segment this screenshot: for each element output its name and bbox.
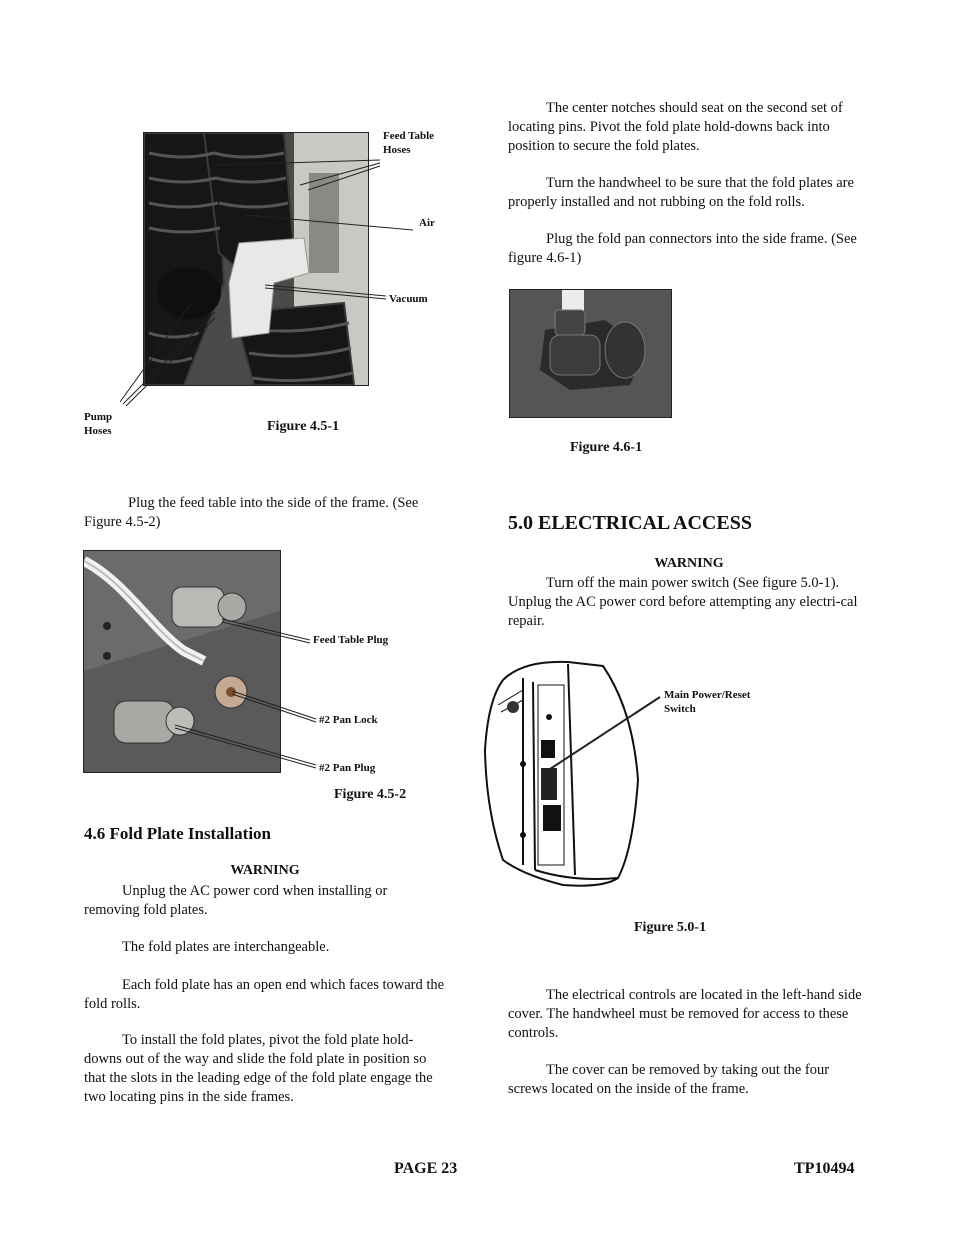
figure-4-6-1-photo (509, 289, 672, 418)
right-paragraph-3: Plug the fold pan connectors into the side frame. (See figure 4.6-1) (508, 231, 857, 266)
page-number: PAGE 23 (394, 1160, 458, 1177)
section-5-0-paragraph-2: The cover can be removed by taking out the four screws located on the inside of the frame. (508, 1062, 830, 1097)
section-5-0-heading: 5.0 ELECTRICAL ACCESS (508, 512, 752, 534)
section-4-6-warning-text: Unplug the AC power cord when installing or removing fold plates. (84, 883, 388, 918)
label-vacuum: Vacuum (389, 293, 428, 305)
figure-5-0-1-caption: Figure 5.0-1 (634, 920, 707, 935)
right-paragraph-1: The center notches should seat on the second set of locating pins. Pivot the fold plate hold-downs back into position to secure the fold plates. (508, 100, 843, 154)
section-4-6-heading: 4.6 Fold Plate Installation (84, 824, 272, 843)
label-pan-lock: #2 Pan Lock (319, 714, 378, 726)
section-4-6-paragraph-3: To install the fold plates, pivot the fold plate hold-downs out of the way and slide the fold plate in position so that the slots in the leading edge of the fold plate engage the two locating pins in the side frames. (84, 1032, 433, 1105)
figure-4-6-1-caption: Figure 4.6-1 (570, 440, 643, 455)
section-5-0-paragraph-1: The electrical controls are located in the left-hand side cover. The handwheel must be removed for access to these controls. (508, 987, 862, 1041)
figure-4-5-1-photo (143, 132, 369, 386)
section-5-0-warning-text: Turn off the main power switch (See figure 5.0-1). Unplug the AC power cord before attempting any electri-cal repair. (508, 575, 858, 629)
section-4-6-warning-title: WARNING (230, 863, 300, 878)
paragraph-plug-feed-table: Plug the feed table into the side of the frame. (See Figure 4.5-2) (84, 495, 419, 530)
figure-4-5-2-photo (83, 550, 281, 773)
figure-5-0-1-drawing (483, 660, 643, 905)
label-feed-table-hoses: Feed Table Hoses (383, 130, 435, 156)
label-pan-plug: #2 Pan Plug (319, 762, 376, 774)
section-4-6-paragraph-1: The fold plates are interchangeable. (122, 939, 330, 955)
section-5-0-warning-title: WARNING (654, 556, 724, 571)
document-id: TP10494 (794, 1160, 855, 1177)
section-4-6-paragraph-2: Each fold plate has an open end which faces toward the fold rolls. (84, 977, 445, 1012)
figure-4-5-1-caption: Figure 4.5-1 (267, 419, 340, 434)
figure-4-5-2-caption: Figure 4.5-2 (334, 787, 407, 802)
label-main-power-reset-switch: Main Power/Reset Switch (664, 689, 751, 715)
label-air: Air (419, 217, 435, 229)
label-pump-hoses: Pump Hoses (84, 411, 113, 437)
label-feed-table-plug: Feed Table Plug (313, 634, 389, 646)
right-paragraph-2: Turn the handwheel to be sure that the fold plates are properly installed and not rubbing on the fold rolls. (508, 175, 854, 210)
